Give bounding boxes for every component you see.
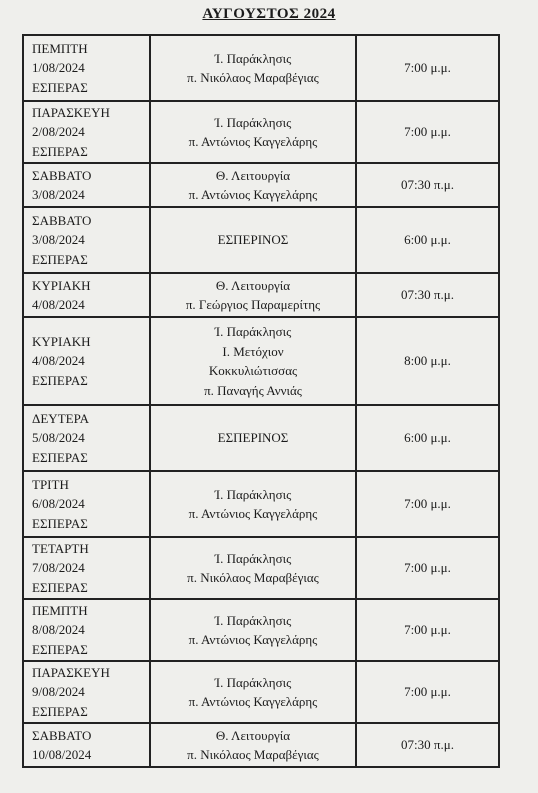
day-name: ΤΕΤΑΡΤΗ [32, 540, 89, 556]
event-cell [150, 661, 356, 723]
day-slot: ΕΣΠΕΡΑΣ [32, 79, 88, 95]
event-cell [150, 405, 356, 471]
event-line: Θ. Λειτουργία [215, 727, 291, 743]
schedule-table [22, 34, 500, 768]
schedule-row [23, 317, 499, 405]
day-name: ΣΑΒΒΑΤΟ [32, 212, 92, 228]
schedule-row [23, 101, 499, 163]
event-line: π. Αντώνιος Καγγελάρης [188, 134, 318, 149]
day-date: 5/08/2024 [32, 430, 85, 446]
event-cell [150, 471, 356, 537]
time-cell: 07:30 π.μ. [356, 723, 499, 767]
event-line: Ί. Παράκλησις [214, 486, 292, 502]
time-cell: 7:00 μ.μ. [356, 599, 499, 661]
event-cell [150, 163, 356, 207]
time-cell: 07:30 π.μ. [356, 273, 499, 317]
day-name: ΠΕΜΠΤΗ [32, 602, 88, 618]
day-cell [23, 273, 150, 317]
schedule-row [23, 207, 499, 273]
event-line: π. Παναγής Αννιάς [204, 382, 302, 398]
day-name: ΤΡΙΤΗ [32, 476, 69, 492]
schedule-row [23, 537, 499, 599]
event-line: Ί. Παράκλησις [214, 550, 292, 566]
day-cell [23, 723, 150, 767]
day-name: ΠΑΡΑΣΚΕΥΗ [32, 104, 110, 120]
day-cell [23, 35, 150, 101]
day-slot: ΕΣΠΕΡΑΣ [32, 641, 88, 657]
time-cell: 7:00 μ.μ. [356, 661, 499, 723]
day-date: 3/08/2024 [32, 187, 85, 202]
event-line: Ί. Παράκλησις [214, 324, 292, 339]
day-name: ΚΥΡΙΑΚΗ [32, 277, 91, 293]
event-cell [150, 317, 356, 405]
time-cell: 7:00 μ.μ. [356, 537, 499, 599]
event-line: π. Αντώνιος Καγγελάρης [188, 632, 318, 647]
event-cell [150, 207, 356, 273]
event-line: Θ. Λειτουργία [215, 277, 291, 293]
event-line: Θ. Λειτουργία [215, 167, 291, 183]
day-cell [23, 599, 150, 661]
day-date: 10/08/2024 [32, 747, 92, 762]
day-date: 3/08/2024 [32, 232, 85, 248]
event-cell [150, 35, 356, 101]
event-line: Ί. Παράκλησις [214, 114, 292, 130]
day-name: ΚΥΡΙΑΚΗ [32, 333, 91, 349]
event-line: π. Αντώνιος Καγγελάρης [188, 187, 318, 202]
day-cell [23, 163, 150, 207]
day-name: ΠΕΜΠΤΗ [32, 40, 88, 56]
day-date: 1/08/2024 [32, 60, 85, 76]
day-cell [23, 207, 150, 273]
event-line: Ί. Παράκλησις [214, 50, 292, 66]
event-line: ΕΣΠΕΡΙΝΟΣ [217, 430, 289, 446]
event-cell [150, 273, 356, 317]
page-title: ΑΥΓΟΥΣΤΟΣ 2024 [202, 6, 336, 22]
schedule-row [23, 661, 499, 723]
event-line: Κοκκυλιώτισσας [208, 363, 298, 378]
day-cell [23, 537, 150, 599]
day-date: 9/08/2024 [32, 684, 85, 700]
event-cell [150, 101, 356, 163]
day-slot: ΕΣΠΕΡΑΣ [32, 449, 88, 465]
day-date: 2/08/2024 [32, 124, 85, 140]
day-cell [23, 661, 150, 723]
event-line: Ι. Μετόχιον [222, 343, 284, 359]
day-slot: ΕΣΠΕΡΑΣ [32, 143, 88, 159]
event-line: π. Γεώργιος Παραμερίτης [185, 297, 321, 312]
day-cell [23, 405, 150, 471]
day-name: ΠΑΡΑΣΚΕΥΗ [32, 664, 110, 680]
event-cell [150, 723, 356, 767]
event-line: π. Νικόλαος Μαραβέγιας [187, 747, 319, 762]
time-cell: 6:00 μ.μ. [356, 405, 499, 471]
time-cell: 7:00 μ.μ. [356, 35, 499, 101]
event-line: Ί. Παράκλησις [214, 612, 292, 628]
schedule-rows [23, 35, 499, 767]
schedule-row [23, 471, 499, 537]
day-date: 8/08/2024 [32, 622, 85, 638]
event-line: π. Αντώνιος Καγγελάρης [188, 506, 318, 521]
day-slot: ΕΣΠΕΡΑΣ [32, 579, 88, 595]
day-name: ΔΕΥΤΕΡΑ [32, 410, 90, 426]
schedule-row [23, 723, 499, 767]
time-cell: 8:00 μ.μ. [356, 317, 499, 405]
event-cell [150, 537, 356, 599]
day-slot: ΕΣΠΕΡΑΣ [32, 251, 88, 267]
day-name: ΣΑΒΒΑΤΟ [32, 167, 92, 183]
time-cell: 07:30 π.μ. [356, 163, 499, 207]
event-line: π. Νικόλαος Μαραβέγιας [187, 570, 319, 585]
time-cell: 7:00 μ.μ. [356, 471, 499, 537]
time-cell: 7:00 μ.μ. [356, 101, 499, 163]
event-line: Ί. Παράκλησις [214, 674, 292, 690]
day-slot: ΕΣΠΕΡΑΣ [32, 703, 88, 719]
day-cell [23, 471, 150, 537]
schedule-row [23, 405, 499, 471]
event-line: ΕΣΠΕΡΙΝΟΣ [217, 232, 289, 248]
day-date: 4/08/2024 [32, 353, 85, 369]
schedule-row [23, 35, 499, 101]
day-cell [23, 101, 150, 163]
day-date: 6/08/2024 [32, 496, 85, 512]
day-date: 7/08/2024 [32, 560, 85, 576]
schedule-row [23, 599, 499, 661]
event-line: π. Αντώνιος Καγγελάρης [188, 694, 318, 709]
schedule-row [23, 273, 499, 317]
event-line: π. Νικόλαος Μαραβέγιας [187, 70, 319, 85]
day-name: ΣΑΒΒΑΤΟ [32, 727, 92, 743]
schedule-row [23, 163, 499, 207]
day-cell [23, 317, 150, 405]
day-date: 4/08/2024 [32, 297, 85, 312]
event-cell [150, 599, 356, 661]
time-cell: 6:00 μ.μ. [356, 207, 499, 273]
day-slot: ΕΣΠΕΡΑΣ [32, 372, 88, 388]
day-slot: ΕΣΠΕΡΑΣ [32, 515, 88, 531]
